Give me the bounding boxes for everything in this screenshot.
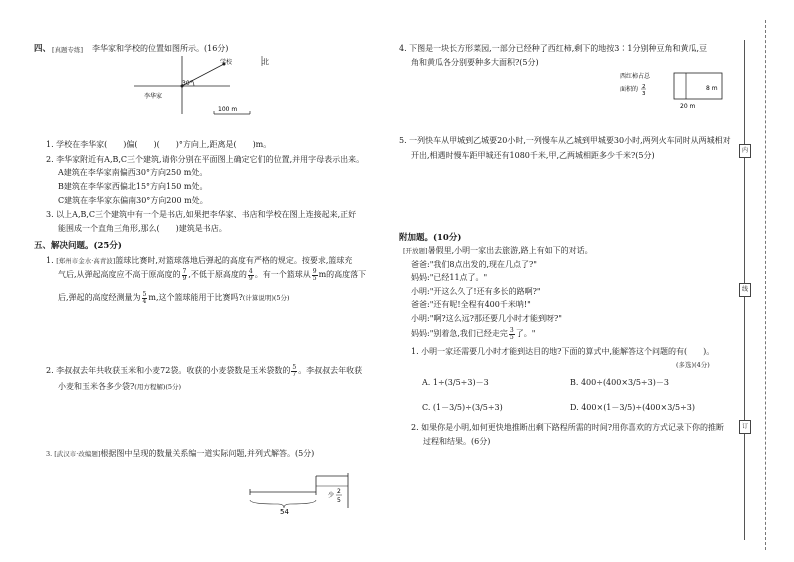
fraction-3-5: $\frac{3}{5}$ xyxy=(509,326,514,341)
fraction-7-9: $\frac{7}{9}$ xyxy=(182,267,187,282)
q5-p3-tag: 3. [武汉市·改编题] xyxy=(46,450,101,458)
fig-frac-num: 2 xyxy=(642,84,646,90)
q5-p2-line1: 2. 李叔叔去年共收获玉米和小麦72袋。收获的小麦袋数是玉米袋数的 $\frac{5}{7}$ 。李叔叔去年收获 xyxy=(46,363,363,378)
fraction-9-5: $\frac{9}{5}$ xyxy=(312,267,317,282)
fraction-5-4: $\frac{5}{4}$ xyxy=(142,290,147,305)
q5-p1-line3: 后,弹起的高度经测量为 $\frac{5}{4}$ m,这个篮球能用于比赛吗?(计算说明)(5分) xyxy=(58,290,290,305)
angle-label: 30° xyxy=(182,80,193,87)
north-label: 北 xyxy=(262,58,269,66)
option-d: D. 400×(1－3/5)÷(400×3/5÷3) xyxy=(570,403,695,412)
dialog-1: 爸爸:"我们8点出发的,现在几点了?" xyxy=(411,260,537,269)
extra-intro-line xyxy=(403,246,593,256)
q4b-line1: 4. 下图是一块长方形菜园,一部分已经种了西红柿,剩下的地按3∶1分别种豆角和黄瓜,豆 xyxy=(399,44,707,53)
q4-sub2b: B建筑在李华家西偏北15°方向150 m处。 xyxy=(58,182,208,191)
margin-mark-1: 内 xyxy=(739,144,751,158)
dialog-5: 小明:"啊?这么远?那还要几小时才能到呀?" xyxy=(411,314,562,323)
frac-den: 5 xyxy=(337,497,341,504)
fraction-5-7: $\frac{5}{7}$ xyxy=(292,363,297,378)
option-b: B. 400÷(400×3/5÷3)－3 xyxy=(570,378,669,387)
tomato-label-2: 面积的 xyxy=(620,86,639,93)
q4-label: 四、 xyxy=(34,44,52,54)
fig-frac-den: 3 xyxy=(642,91,646,97)
q5-p2-line2: 小麦和玉米各多少袋?(用方程解)(5分) xyxy=(58,382,182,391)
width-label: 20 m xyxy=(680,103,696,110)
frac-num: 2 xyxy=(337,488,341,495)
q5-p1-line2: 气后,从弹起高度应不高于原高度的 $\frac{7}{9}$ ,不低于原高度的 $\frac{4}{9}$ 。有一个篮球从 $\frac{9}{5}$ m的高度落下 xyxy=(58,267,367,282)
cut-line xyxy=(765,20,766,550)
extra-intro: 暑假里,小明一家出去旅游,路上有如下的对话。 xyxy=(427,246,593,255)
dialog-3: 小明:"开这么久了!还有多长的路啊?" xyxy=(411,287,541,296)
q4-tag: [真题专练] xyxy=(52,46,84,54)
home-label: 李华家 xyxy=(144,93,163,100)
garden-figure xyxy=(620,67,730,111)
margin-mark-2: 线 xyxy=(739,283,751,297)
total-brace xyxy=(250,500,316,508)
q4-sub3a: 3. 以上A,B,C三个建筑中有一个是书店,如果把李华家、书店和学校在图上连接起来,正好 xyxy=(46,210,357,219)
dialog-6: 妈妈:"别着急,我们已经走完 $\frac{3}{5}$ 了。" xyxy=(411,326,536,341)
q4b-line2: 角和黄瓜各分别要种多大面积?(5分) xyxy=(411,58,539,67)
q5-heading: 五、解决问题。(25分) xyxy=(34,241,122,251)
fraction-4-9: $\frac{4}{9}$ xyxy=(248,267,253,282)
q4-sub2: 2. 李华家附近有A,B,C三个建筑,请你分别在平面图上确定它们的位置,并用字母表示出来。 xyxy=(46,155,365,164)
scale-label: 100 m xyxy=(218,106,238,113)
q4-sub2c: C建筑在李华家东偏南30°方向200 m处。 xyxy=(58,196,208,205)
option-a: A. 1÷(3/5÷3)－3 xyxy=(422,378,489,387)
q5-p3-text: 根据图中呈现的数量关系编一道实际问题,并列式解答。(5分) xyxy=(100,449,315,458)
q5-p1-line1: 1. [郑州市金水·高青波]篮球比赛时,对篮球落地后弹起的高度有严格的规定。按要求,篮球充 xyxy=(46,256,353,265)
extra-q2-line2: 过程和结果。(6分) xyxy=(423,437,491,446)
q5b-line1: 5. 一列快车从甲城到乙城要20小时,一列慢车从乙城到甲城要30小时,两列火车同时从两城相对 xyxy=(399,136,731,145)
q5-p1-tag: [郑州市金水·高青波] xyxy=(56,257,116,265)
height-label: 8 m xyxy=(706,85,718,92)
dialog-2: 妈妈:"已经11点了。" xyxy=(411,273,488,282)
school-label: 学校 xyxy=(220,59,233,66)
segment-diagram xyxy=(238,462,358,514)
less-label: 少 xyxy=(328,492,335,499)
q4-sub1: 1. 学校在李华家( )偏( )( )°方向上,距离是( )m。 xyxy=(46,140,272,149)
q4-text: 李华家和学校的位置如图所示。(16分) xyxy=(92,44,229,53)
q5-p1-text-a: 篮球比赛时,对篮球落地后弹起的高度有严格的规定。按要求,篮球充 xyxy=(115,256,353,265)
total-label: 54 xyxy=(280,508,289,516)
q5b-line2: 开出,相遇时慢车距甲城还有1080千米,甲,乙两城相距多少千米?(5分) xyxy=(411,151,655,160)
option-c: C. (1－3/5)÷(3/5÷3) xyxy=(422,403,503,412)
extra-heading: 附加题。(10分) xyxy=(399,233,462,243)
extra-q2-line1: 2. 如果你是小明,如何更快地推断出剩下路程所需的时间?用你喜欢的方式记录下你的推断 xyxy=(411,423,725,432)
q4-sub3b: 能围成一个直角三角形,那么( )建筑是书店。 xyxy=(58,224,227,233)
margin-mark-3: 订 xyxy=(739,420,751,434)
extra-tag: [开放题] xyxy=(403,247,428,255)
extra-q1-note: (多选)(4分) xyxy=(676,361,710,369)
tomato-label-1: 西红柿占总 xyxy=(620,73,651,80)
dialog-4: 爸爸:"还有呢!全程有400千米呐!" xyxy=(411,300,531,309)
extra-q1: 1. 小明一家还需要几小时才能到达目的地?下面的算式中,能解答这个问题的有( )。 xyxy=(411,347,715,356)
location-map xyxy=(126,56,269,118)
q5-p3-line xyxy=(46,449,314,459)
q4-sub2a: A建筑在李华家南偏西30°方向250 m处。 xyxy=(58,168,208,177)
